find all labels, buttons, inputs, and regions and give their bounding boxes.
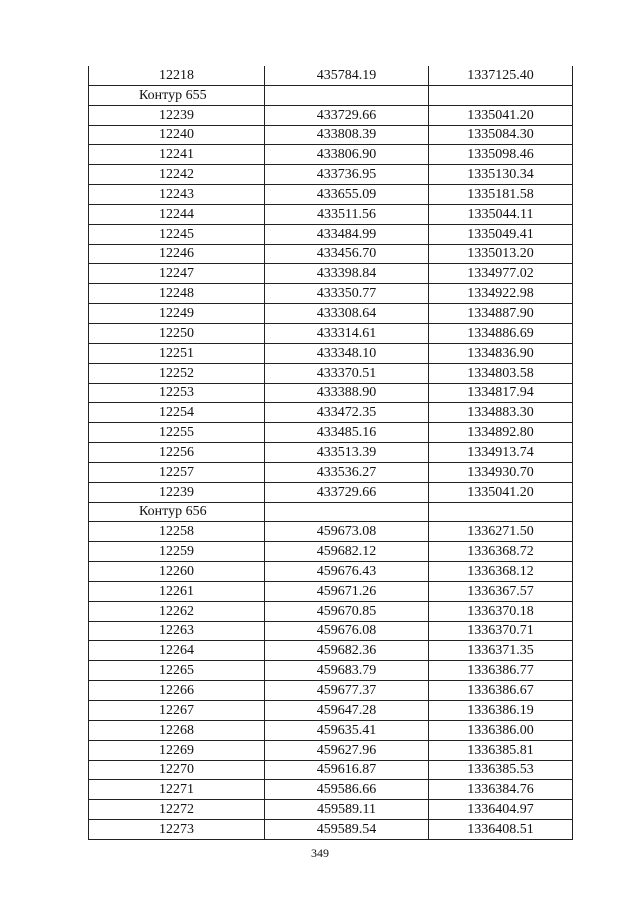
x-coordinate-cell: 435784.19 <box>265 66 429 85</box>
x-coordinate-cell: 459586.66 <box>265 780 429 800</box>
point-number-cell: 12259 <box>89 542 265 562</box>
x-coordinate-cell: 433398.84 <box>265 264 429 284</box>
table-row <box>89 244 573 264</box>
table-row <box>89 264 573 284</box>
point-number-cell: 12254 <box>89 403 265 423</box>
x-coordinate-cell: 459635.41 <box>265 720 429 740</box>
table-row <box>89 423 573 443</box>
table-row <box>89 185 573 205</box>
table-row <box>89 462 573 482</box>
coordinates-table-container <box>88 66 572 840</box>
x-coordinate-cell: 433806.90 <box>265 145 429 165</box>
point-number-cell: 12264 <box>89 641 265 661</box>
x-coordinate-cell: 433536.27 <box>265 462 429 482</box>
table-row <box>89 482 573 502</box>
table-row <box>89 542 573 562</box>
point-number-cell: 12273 <box>89 820 265 840</box>
point-number-cell: 12269 <box>89 740 265 760</box>
point-number-cell: 12260 <box>89 562 265 582</box>
y-coordinate-cell: 1336386.00 <box>429 720 573 740</box>
point-number-cell: 12272 <box>89 800 265 820</box>
y-coordinate-cell: 1336368.72 <box>429 542 573 562</box>
table-row <box>89 720 573 740</box>
y-coordinate-cell: 1335181.58 <box>429 185 573 205</box>
table-row <box>89 363 573 383</box>
point-number-cell: 12218 <box>89 66 265 85</box>
contour-header-row <box>89 502 573 522</box>
x-coordinate-cell: 459676.43 <box>265 562 429 582</box>
table-row <box>89 284 573 304</box>
y-coordinate-cell: 1335098.46 <box>429 145 573 165</box>
y-coordinate-cell: 1334803.58 <box>429 363 573 383</box>
point-number-cell: 12250 <box>89 323 265 343</box>
point-number-cell: 12251 <box>89 343 265 363</box>
x-coordinate-cell: 433348.10 <box>265 343 429 363</box>
y-coordinate-cell: 1336408.51 <box>429 820 573 840</box>
y-coordinate-cell: 1334887.90 <box>429 304 573 324</box>
table-row <box>89 701 573 721</box>
point-number-cell: 12239 <box>89 482 265 502</box>
y-coordinate-cell: 1334817.94 <box>429 383 573 403</box>
y-coordinate-cell: 1334930.70 <box>429 462 573 482</box>
table-row <box>89 820 573 840</box>
x-coordinate-cell: 433736.95 <box>265 165 429 185</box>
point-number-cell: 12242 <box>89 165 265 185</box>
y-coordinate-cell: 1336370.71 <box>429 621 573 641</box>
x-coordinate-cell: 433511.56 <box>265 204 429 224</box>
x-coordinate-cell: 459682.12 <box>265 542 429 562</box>
y-coordinate-cell: 1336370.18 <box>429 601 573 621</box>
point-number-cell: 12267 <box>89 701 265 721</box>
contour-label: Контур 655 <box>89 85 265 105</box>
table-row <box>89 800 573 820</box>
y-coordinate-cell: 1334922.98 <box>429 284 573 304</box>
x-coordinate-cell: 433729.66 <box>265 105 429 125</box>
table-row <box>89 760 573 780</box>
x-coordinate-cell: 459683.79 <box>265 661 429 681</box>
contour-empty-x <box>265 502 429 522</box>
table-row <box>89 601 573 621</box>
x-coordinate-cell: 433729.66 <box>265 482 429 502</box>
x-coordinate-cell: 459682.36 <box>265 641 429 661</box>
y-coordinate-cell: 1336386.19 <box>429 701 573 721</box>
y-coordinate-cell: 1334977.02 <box>429 264 573 284</box>
table-row <box>89 125 573 145</box>
y-coordinate-cell: 1336385.53 <box>429 760 573 780</box>
table-row <box>89 165 573 185</box>
x-coordinate-cell: 433472.35 <box>265 403 429 423</box>
point-number-cell: 12240 <box>89 125 265 145</box>
contour-empty-y <box>429 502 573 522</box>
y-coordinate-cell: 1335130.34 <box>429 165 573 185</box>
x-coordinate-cell: 433350.77 <box>265 284 429 304</box>
y-coordinate-cell: 1337125.40 <box>429 66 573 85</box>
contour-empty-y <box>429 85 573 105</box>
table-row <box>89 304 573 324</box>
point-number-cell: 12266 <box>89 681 265 701</box>
table-row <box>89 681 573 701</box>
point-number-cell: 12248 <box>89 284 265 304</box>
point-number-cell: 12252 <box>89 363 265 383</box>
table-row <box>89 740 573 760</box>
x-coordinate-cell: 459673.08 <box>265 522 429 542</box>
y-coordinate-cell: 1334883.30 <box>429 403 573 423</box>
table-row <box>89 780 573 800</box>
point-number-cell: 12249 <box>89 304 265 324</box>
point-number-cell: 12270 <box>89 760 265 780</box>
table-row <box>89 562 573 582</box>
point-number-cell: 12239 <box>89 105 265 125</box>
x-coordinate-cell: 459676.08 <box>265 621 429 641</box>
table-row <box>89 621 573 641</box>
coordinates-table <box>88 66 573 840</box>
y-coordinate-cell: 1336386.67 <box>429 681 573 701</box>
point-number-cell: 12271 <box>89 780 265 800</box>
table-row <box>89 661 573 681</box>
point-number-cell: 12257 <box>89 462 265 482</box>
table-row <box>89 66 573 85</box>
y-coordinate-cell: 1336271.50 <box>429 522 573 542</box>
point-number-cell: 12262 <box>89 601 265 621</box>
contour-label: Контур 656 <box>89 502 265 522</box>
x-coordinate-cell: 433513.39 <box>265 443 429 463</box>
y-coordinate-cell: 1335044.11 <box>429 204 573 224</box>
point-number-cell: 12263 <box>89 621 265 641</box>
point-number-cell: 12245 <box>89 224 265 244</box>
y-coordinate-cell: 1335013.20 <box>429 244 573 264</box>
point-number-cell: 12265 <box>89 661 265 681</box>
table-row <box>89 641 573 661</box>
point-number-cell: 12244 <box>89 204 265 224</box>
table-row <box>89 105 573 125</box>
x-coordinate-cell: 459671.26 <box>265 581 429 601</box>
table-row <box>89 145 573 165</box>
x-coordinate-cell: 433655.09 <box>265 185 429 205</box>
y-coordinate-cell: 1336368.12 <box>429 562 573 582</box>
y-coordinate-cell: 1334886.69 <box>429 323 573 343</box>
x-coordinate-cell: 433388.90 <box>265 383 429 403</box>
table-row <box>89 343 573 363</box>
point-number-cell: 12241 <box>89 145 265 165</box>
point-number-cell: 12268 <box>89 720 265 740</box>
y-coordinate-cell: 1336386.77 <box>429 661 573 681</box>
y-coordinate-cell: 1334892.80 <box>429 423 573 443</box>
x-coordinate-cell: 459647.28 <box>265 701 429 721</box>
point-number-cell: 12247 <box>89 264 265 284</box>
point-number-cell: 12246 <box>89 244 265 264</box>
table-row <box>89 443 573 463</box>
x-coordinate-cell: 433484.99 <box>265 224 429 244</box>
table-row <box>89 224 573 244</box>
page-number: 349 <box>311 846 329 860</box>
y-coordinate-cell: 1336384.76 <box>429 780 573 800</box>
x-coordinate-cell: 433485.16 <box>265 423 429 443</box>
x-coordinate-cell: 433808.39 <box>265 125 429 145</box>
y-coordinate-cell: 1336385.81 <box>429 740 573 760</box>
point-number-cell: 12255 <box>89 423 265 443</box>
point-number-cell: 12243 <box>89 185 265 205</box>
point-number-cell: 12256 <box>89 443 265 463</box>
y-coordinate-cell: 1335041.20 <box>429 105 573 125</box>
x-coordinate-cell: 459616.87 <box>265 760 429 780</box>
y-coordinate-cell: 1335084.30 <box>429 125 573 145</box>
x-coordinate-cell: 433308.64 <box>265 304 429 324</box>
x-coordinate-cell: 459589.54 <box>265 820 429 840</box>
point-number-cell: 12261 <box>89 581 265 601</box>
table-row <box>89 323 573 343</box>
x-coordinate-cell: 433314.61 <box>265 323 429 343</box>
y-coordinate-cell: 1335049.41 <box>429 224 573 244</box>
table-row <box>89 581 573 601</box>
table-row <box>89 522 573 542</box>
y-coordinate-cell: 1335041.20 <box>429 482 573 502</box>
y-coordinate-cell: 1336367.57 <box>429 581 573 601</box>
table-row <box>89 403 573 423</box>
y-coordinate-cell: 1334836.90 <box>429 343 573 363</box>
x-coordinate-cell: 459627.96 <box>265 740 429 760</box>
table-row <box>89 383 573 403</box>
y-coordinate-cell: 1336404.97 <box>429 800 573 820</box>
y-coordinate-cell: 1336371.35 <box>429 641 573 661</box>
contour-empty-x <box>265 85 429 105</box>
x-coordinate-cell: 459677.37 <box>265 681 429 701</box>
point-number-cell: 12253 <box>89 383 265 403</box>
x-coordinate-cell: 433456.70 <box>265 244 429 264</box>
contour-header-row <box>89 85 573 105</box>
x-coordinate-cell: 433370.51 <box>265 363 429 383</box>
x-coordinate-cell: 459670.85 <box>265 601 429 621</box>
point-number-cell: 12258 <box>89 522 265 542</box>
table-row <box>89 204 573 224</box>
x-coordinate-cell: 459589.11 <box>265 800 429 820</box>
y-coordinate-cell: 1334913.74 <box>429 443 573 463</box>
coordinates-table-body <box>89 66 573 839</box>
